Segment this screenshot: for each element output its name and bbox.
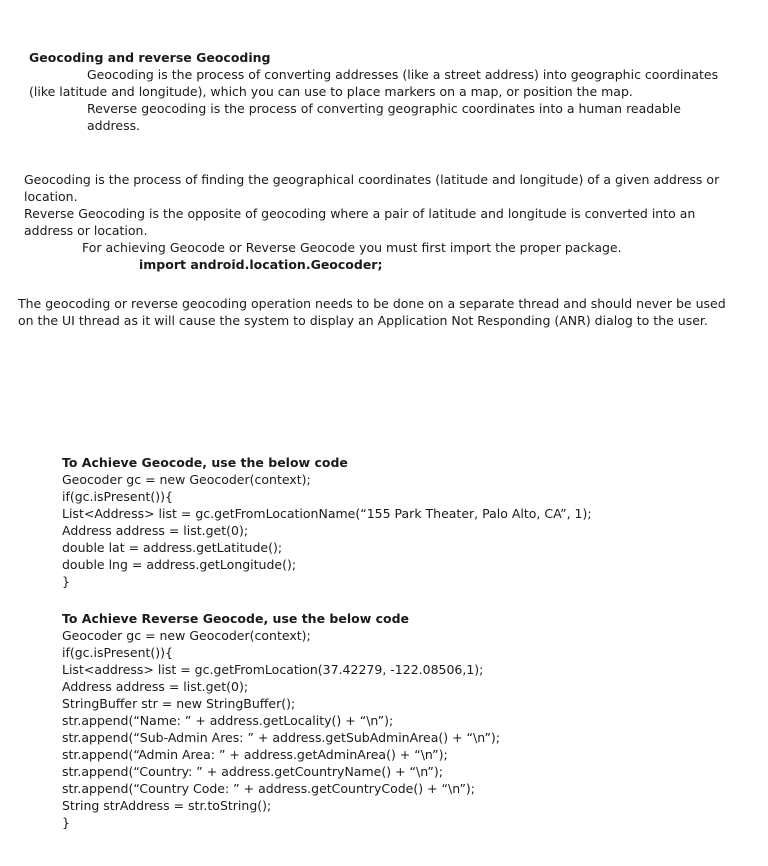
code-line: str.append(“Name: ” + address.getLocality() + “\n”); [62,713,394,728]
code-heading: To Achieve Geocode, use the below code [62,455,348,470]
code-line: if(gc.isPresent()){ [62,645,173,660]
code-block-geocode [62,454,742,590]
code-line: } [62,574,70,589]
import-statement: import android.location.Geocoder; [139,257,383,272]
code-line: String strAddress = str.toString(); [62,798,272,813]
paragraph-import-instructions: For achieving Geocode or Reverse Geocode you must first import the proper package. [82,240,622,255]
code-line: } [62,815,70,830]
code-line: Address address = list.get(0); [62,679,249,694]
paragraph-geocoding-coordinates: Geocoding is the process of finding the geographical coordinates (latitude and longitude) of a given address or location. [24,172,720,204]
code-line: List<address> list = gc.getFromLocation(37.42279, -122.08506,1); [62,662,484,677]
code-line: if(gc.isPresent()){ [62,489,173,504]
code-line: double lat = address.getLatitude(); [62,540,283,555]
code-block-reverse-geocode [62,610,742,831]
code-line: StringBuffer str = new StringBuffer(); [62,696,296,711]
code-line: Geocoder gc = new Geocoder(context); [62,472,311,487]
paragraph-geocoding-definition: Geocoding is the process of converting addresses (like a street address) into geographic coordinates (like latitude and longitude), which you can use to place markers on a map, or position the map. [29,67,719,99]
code-line: double lng = address.getLongitude(); [62,557,297,572]
code-line: str.append(“Sub-Admin Ares: ” + address.getSubAdminArea() + “\n”); [62,730,501,745]
code-line: str.append(“Country: ” + address.getCountryName() + “\n”); [62,764,443,779]
section-geocoding-details [24,171,739,273]
paragraph-reverse-geocoding-definition: Reverse geocoding is the process of converting geographic coordinates into a human readable address. [87,101,681,133]
code-line: Geocoder gc = new Geocoder(context); [62,628,311,643]
section-heading: Geocoding and reverse Geocoding [29,50,271,65]
code-line: Address address = list.get(0); [62,523,249,538]
section-threading-note [18,295,738,329]
code-line: str.append(“Country Code: ” + address.getCountryCode() + “\n”); [62,781,476,796]
paragraph-threading-warning: The geocoding or reverse geocoding operation needs to be done on a separate thread and should never be used on the UI thread as it will cause the system to display an Application Not Responding (ANR) dialog to the user. [18,296,726,328]
code-line: str.append(“Admin Area: ” + address.getAdminArea() + “\n”); [62,747,448,762]
code-heading: To Achieve Reverse Geocode, use the below code [62,611,410,626]
section-geocoding-intro [29,49,729,134]
code-line: List<Address> list = gc.getFromLocationName(“155 Park Theater, Palo Alto, CA”, 1); [62,506,592,521]
paragraph-reverse-geocoding-opposite: Reverse Geocoding is the opposite of geocoding where a pair of latitude and longitude is converted into an address or location. [24,206,696,238]
